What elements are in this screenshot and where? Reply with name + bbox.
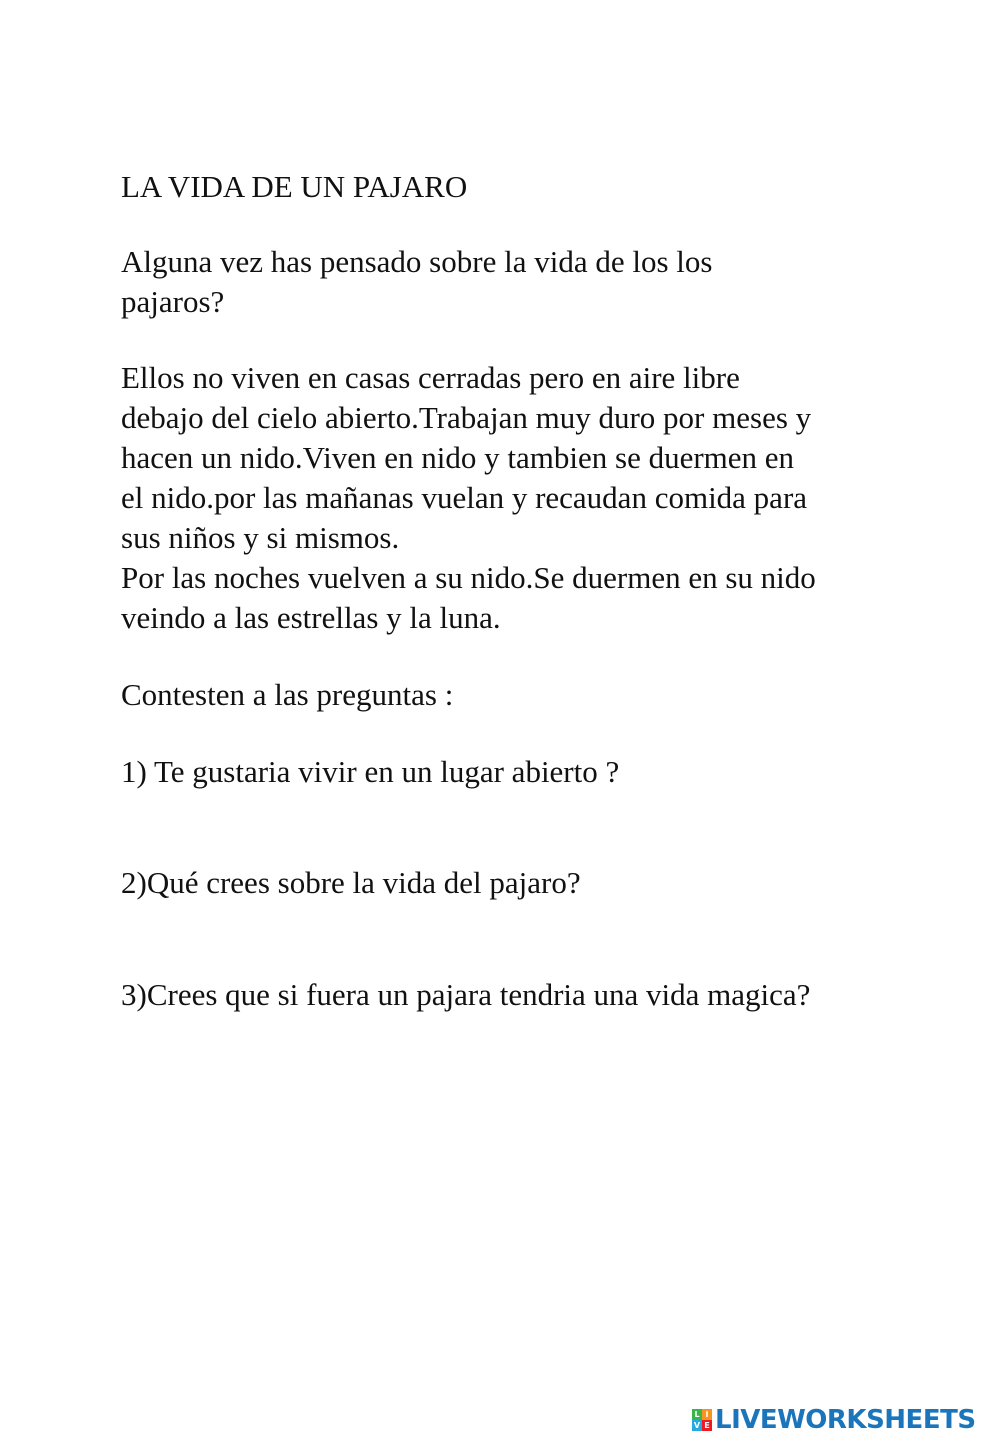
instruction-text: Contesten a las preguntas : [121, 677, 454, 712]
question-3: 3)Crees que si fuera un pajara tendria una vida magica? [121, 977, 811, 1012]
question-2: 2)Qué crees sobre la vida del pajaro? [121, 865, 581, 900]
intro-paragraph: Alguna vez has pensado sobre la vida de los los pajaros? [121, 244, 713, 319]
logo-mark-v: V [693, 1421, 701, 1430]
logo-wordmark: LIVEWORKSHEETS [715, 1405, 976, 1435]
logo-mark-l: L [692, 1409, 702, 1420]
reading-paragraph: Ellos no viven en casas cerradas pero en aire libre debajo del cielo abierto.Trabajan muy duro por meses y hacen un nido.Viven en nido y tambien se duermen en el nido.por las mañanas vuelan y recaudan comida para sus niños y si mismos. Por las noches vuelven a su nido.Se duermen en su nido veindo a las estrellas y la luna. [121, 360, 816, 635]
logo-mark-e: E [702, 1420, 712, 1431]
worksheet-title: LA VIDA DE UN PAJARO [121, 169, 468, 204]
liveworksheets-logo-icon [692, 1409, 712, 1431]
logo-mark-i: I [702, 1409, 712, 1420]
liveworksheets-logo [692, 1403, 976, 1437]
question-1: 1) Te gustaria vivir en un lugar abierto ? [121, 754, 620, 789]
